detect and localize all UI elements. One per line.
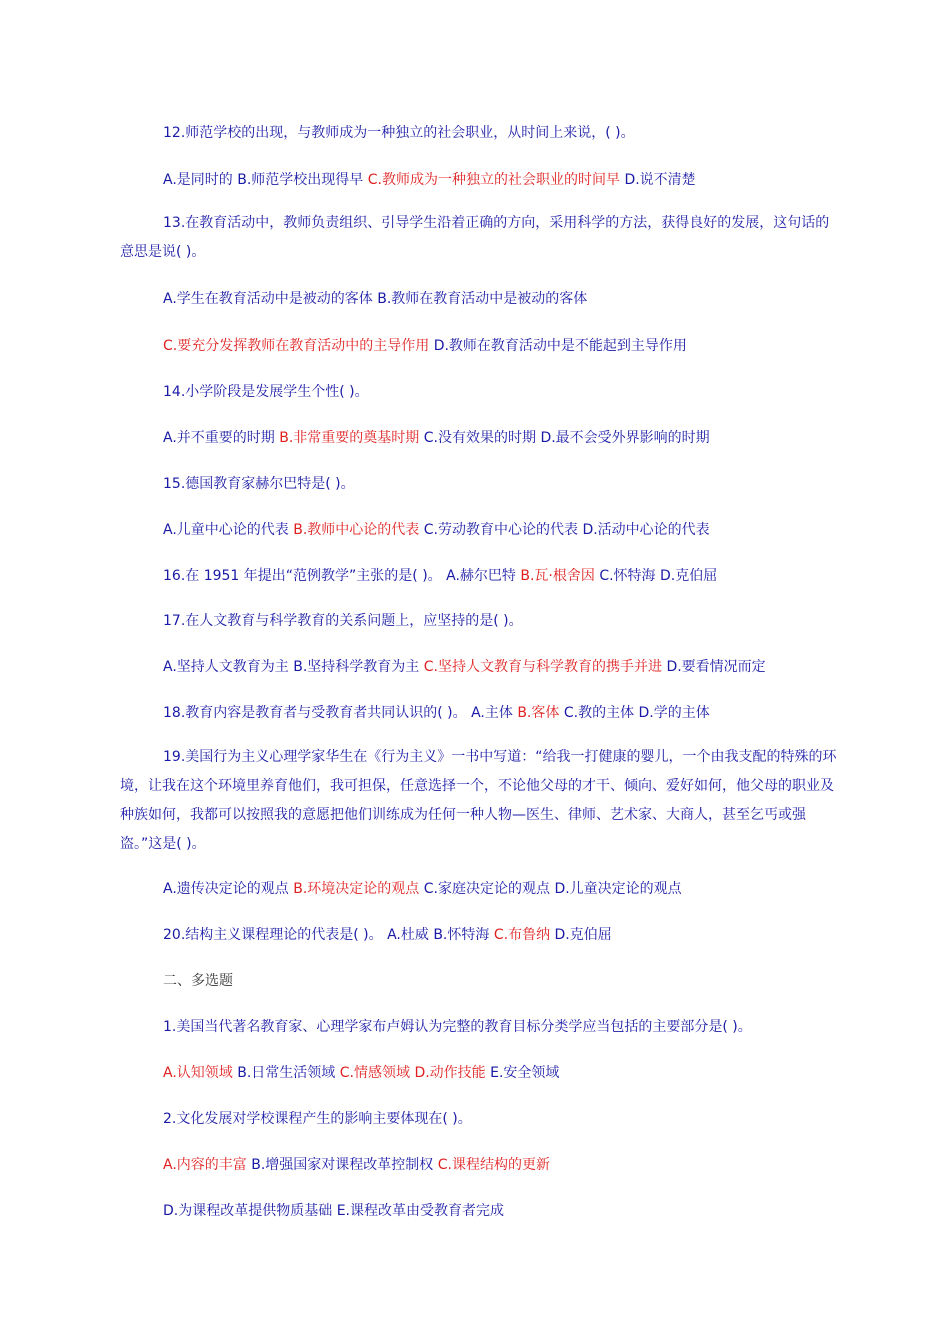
multi-question-1-stem xyxy=(163,1018,752,1036)
question-20-text: 20.结构主义课程理论的代表是( )。 xyxy=(163,927,388,943)
q17-option-d: D.要看情况而定 xyxy=(666,659,766,675)
q12-option-d: D.说不清楚 xyxy=(624,172,696,188)
m1-option-b: B.日常生活领域 xyxy=(237,1065,340,1081)
q14-option-d: D.最不会受外界影响的时期 xyxy=(540,430,710,446)
question-19-options xyxy=(163,880,682,898)
q15-option-c: C.劳动教育中心论的代表 xyxy=(423,522,583,538)
question-15-stem xyxy=(163,475,355,493)
q20-option-c-answer: C.布鲁纳 xyxy=(493,927,555,943)
q19-option-c: C.家庭决定论的观点 xyxy=(423,881,555,897)
q15-option-b-answer: B.教师中心论的代表 xyxy=(293,522,424,538)
question-13-text: 13.在教育活动中，教师负责组织、引导学生沿着正确的方向，采用科学的方法，获得良好的发展，这句话的意思是说( )。 xyxy=(120,215,830,260)
question-14-text: 14.小学阶段是发展学生个性( )。 xyxy=(163,384,369,400)
m2-option-c-answer: C.课程结构的更新 xyxy=(437,1157,550,1173)
q15-option-d: D.活动中心论的代表 xyxy=(582,522,710,538)
q13-option-d: D.教师在教育活动中是不能起到主导作用 xyxy=(433,338,687,354)
question-16-text: 16.在 1951 年提出“范例教学”主张的是( )。 xyxy=(163,568,447,584)
multi-question-2-stem xyxy=(163,1110,472,1128)
multi-question-2-text: 2.文化发展对学校课程产生的影响主要体现在( )。 xyxy=(163,1111,472,1127)
q19-option-a: A.遗传决定论的观点 xyxy=(163,881,294,897)
q13-option-c-answer: C.要充分发挥教师在教育活动中的主导作用 xyxy=(163,338,434,354)
q14-option-b-answer: B.非常重要的奠基时期 xyxy=(279,430,424,446)
m1-option-a-answer: A.认知领域 xyxy=(163,1065,238,1081)
q12-option-b: B.师范学校出现得早 xyxy=(237,172,368,188)
q16-option-b-answer: B.瓦·根舍因 xyxy=(520,568,600,584)
multi-question-2-options-de xyxy=(163,1202,504,1220)
m1-option-e: E.安全领域 xyxy=(490,1065,560,1081)
q13-option-a: A.学生在教育活动中是被动的客体 xyxy=(163,291,378,307)
m1-option-c-answer: C.情感领域 xyxy=(339,1065,415,1081)
question-15-options xyxy=(163,521,710,539)
m1-option-d-answer: D.动作技能 xyxy=(414,1065,491,1081)
question-12-options xyxy=(163,171,696,189)
m2-option-a-answer: A.内容的丰富 xyxy=(163,1157,252,1173)
q17-option-c-answer: C.坚持人文教育与科学教育的携手并进 xyxy=(423,659,667,675)
m2-option-b: B.增强国家对课程改革控制权 xyxy=(251,1157,438,1173)
question-13-stem xyxy=(120,209,838,267)
question-16-line xyxy=(163,567,717,585)
q17-option-a: A.坚持人文教育为主 xyxy=(163,659,294,675)
multi-question-1-options xyxy=(163,1064,559,1082)
multi-question-1-text: 1.美国当代著名教育家、心理学家布卢姆认为完整的教育目标分类学应当包括的主要部分是( )。 xyxy=(163,1019,752,1035)
q12-option-c-answer: C.教师成为一种独立的社会职业的时间早 xyxy=(367,172,625,188)
q13-option-b: B.教师在教育活动中是被动的客体 xyxy=(377,291,588,307)
question-18-line xyxy=(163,704,710,722)
q14-option-a: A.并不重要的时期 xyxy=(163,430,280,446)
question-12-stem xyxy=(163,124,635,142)
q19-option-d: D.儿童决定论的观点 xyxy=(554,881,682,897)
q18-option-c: C.教的主体 xyxy=(563,705,639,721)
question-19-text: 19.美国行为主义心理学家华生在《行为主义》一书中写道：“给我一打健康的婴儿，一个由我支配的特殊的环境，让我在这个环境里养育他们，我可担保，任意选择一个，不论他父母的才干、倾向、爱好如何，他父母的职业及种族如何，我都可以按照我的意愿把他们训练成为任何一种人物—医生、律师、艺术家、大商人，甚至乞丐或强盗。”这是( )。 xyxy=(120,749,837,852)
question-17-text: 17.在人文教育与科学教育的关系问题上，应坚持的是( )。 xyxy=(163,613,523,629)
q15-option-a: A.儿童中心论的代表 xyxy=(163,522,294,538)
q18-option-b-answer: B.客体 xyxy=(517,705,564,721)
question-14-stem xyxy=(163,383,369,401)
m2-option-e: E.课程改革由受教育者完成 xyxy=(336,1203,504,1219)
question-20-line xyxy=(163,926,612,944)
q20-option-b: B.怀特海 xyxy=(433,927,494,943)
question-19-stem xyxy=(120,743,838,859)
q17-option-b: B.坚持科学教育为主 xyxy=(293,659,424,675)
question-18-text: 18.教育内容是教育者与受教育者共同认识的( )。 xyxy=(163,705,472,721)
question-13-options-ab xyxy=(163,290,587,308)
section-heading-multiple-choice xyxy=(163,972,233,990)
question-15-text: 15.德国教育家赫尔巴特是( )。 xyxy=(163,476,355,492)
q12-option-a: A.是同时的 xyxy=(163,172,238,188)
question-14-options xyxy=(163,429,710,447)
q16-option-a: A.赫尔巴特 xyxy=(446,568,521,584)
q14-option-c: C.没有效果的时期 xyxy=(423,430,541,446)
question-17-options xyxy=(163,658,766,676)
m2-option-d: D.为课程改革提供物质基础 xyxy=(163,1203,337,1219)
q18-option-a: A.主体 xyxy=(471,705,518,721)
section-heading-text: 二、多选题 xyxy=(163,973,233,989)
question-17-stem xyxy=(163,612,523,630)
q18-option-d: D.学的主体 xyxy=(638,705,710,721)
q20-option-a: A.杜威 xyxy=(387,927,434,943)
q20-option-d: D.克伯屈 xyxy=(554,927,612,943)
q16-option-d: D.克伯屈 xyxy=(660,568,718,584)
q16-option-c: C.怀特海 xyxy=(599,568,661,584)
q19-option-b-answer: B.环境决定论的观点 xyxy=(293,881,424,897)
question-13-options-cd xyxy=(163,337,687,355)
question-12-text: 12.师范学校的出现，与教师成为一种独立的社会职业，从时间上来说，( )。 xyxy=(163,125,635,141)
multi-question-2-options-abc xyxy=(163,1156,550,1174)
